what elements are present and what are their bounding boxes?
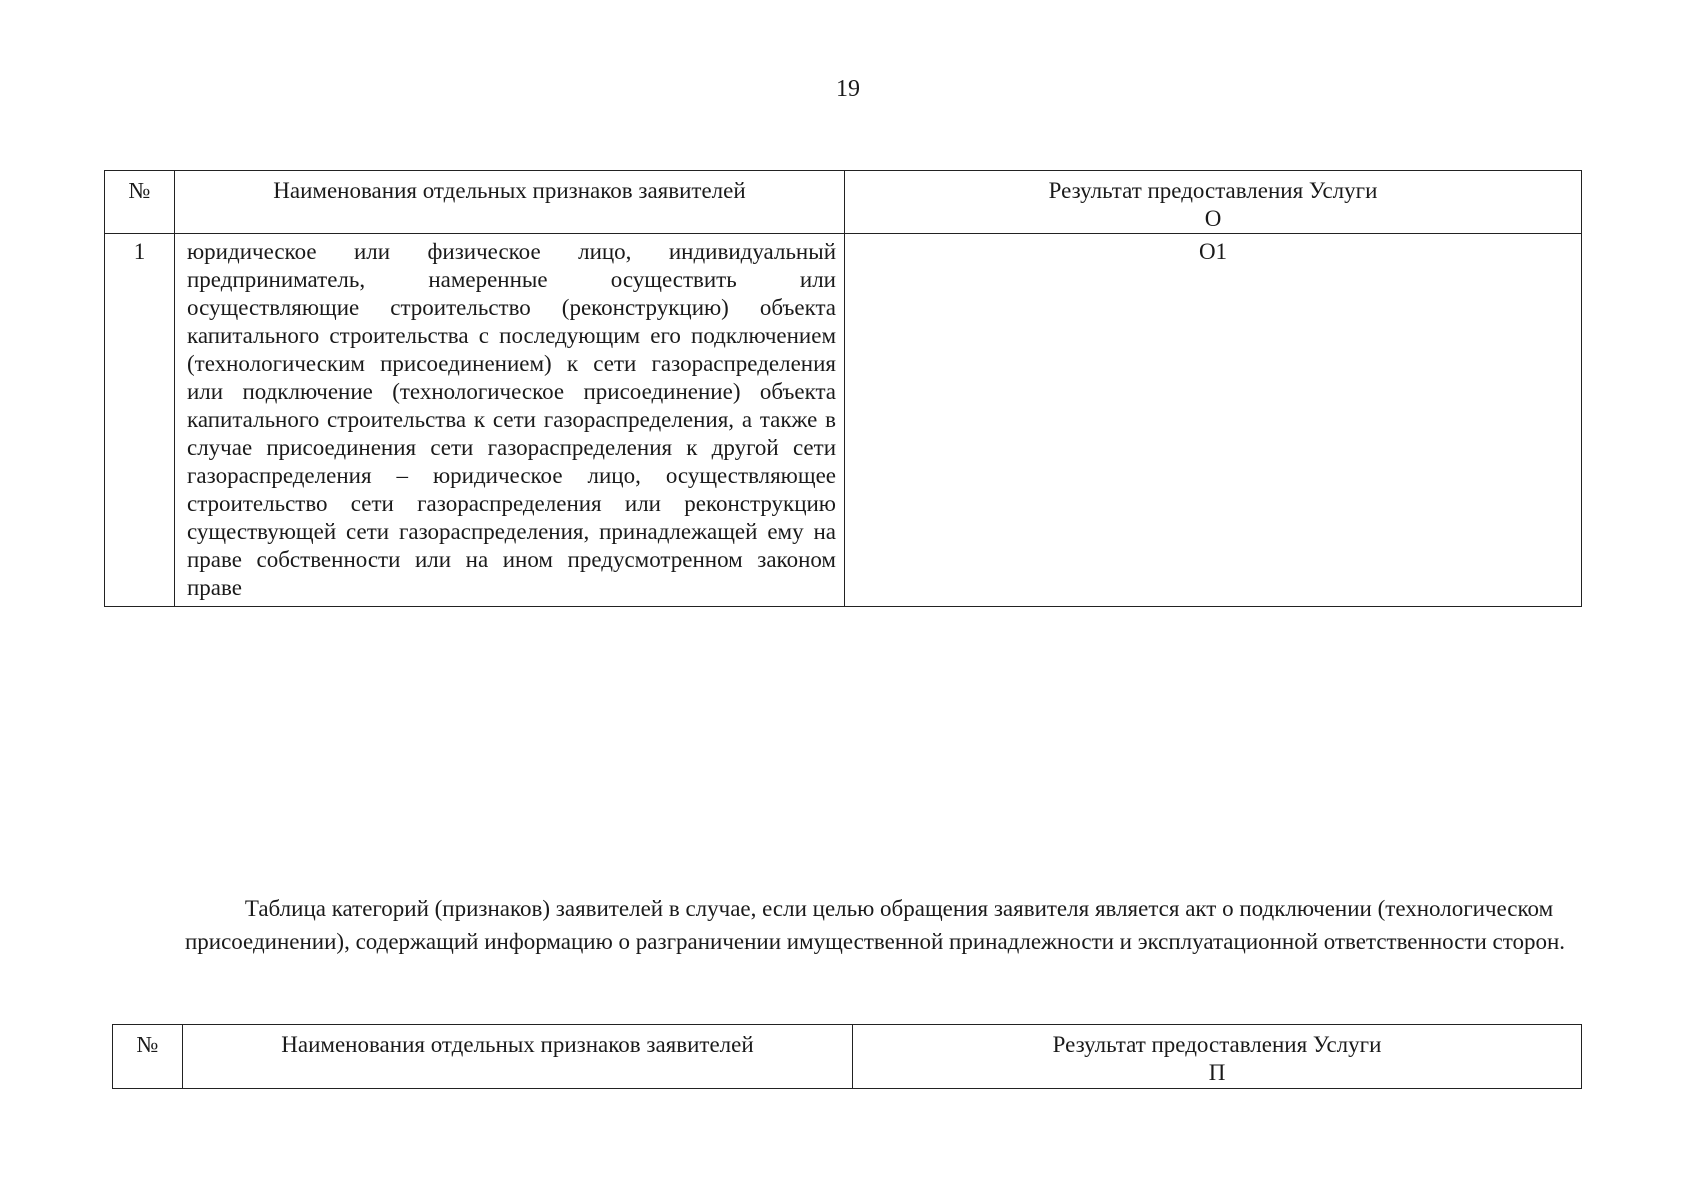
table-header-row (113, 1025, 1582, 1089)
result-label: Результат предоставления Услуги (1052, 1032, 1382, 1057)
column-header-result (845, 171, 1582, 234)
column-header-number: № (113, 1025, 183, 1089)
page-number: 19 (836, 76, 860, 102)
table-row (105, 234, 1582, 607)
column-header-number: № (105, 171, 175, 234)
result-code: П (1208, 1060, 1226, 1085)
row-number: 1 (105, 234, 175, 607)
result-label: Результат предоставления Услуги (1048, 178, 1378, 203)
row-features-text: юридическое или физическое лицо, индивидуальный предприниматель, намеренные осуществить или осуществляющие строительство (реконструкцию) объекта капитального строительства с последующим его подключением (технологическим присоединением) к сети газораспределения или подключение (технологическое присоединение) объекта капитального строительства к сети газораспределения, а также в случае присоединения сети газораспределения к другой сети газораспределения – юридическое лицо, осуществляющее строительство сети газораспределения или реконструкцию существующей сети газораспределения, принадлежащей ему на праве собственности или на ином предусмотренном законом праве (175, 234, 845, 607)
table-header-row (105, 171, 1582, 234)
column-header-result (853, 1025, 1582, 1089)
applicant-features-table-o (104, 170, 1582, 607)
table-caption: Таблица категорий (признаков) заявителей в случае, если целью обращения заявителя является акт о подключении (технологическом присоединении), содержащий информацию о разграничении имущественной принадлежности и эксплуатационной ответственности сторон. (184, 896, 1566, 954)
result-code: О (1204, 206, 1222, 231)
applicant-features-table-p (112, 1024, 1582, 1089)
column-header-features: Наименования отдельных признаков заявителей (183, 1025, 853, 1089)
column-header-features: Наименования отдельных признаков заявителей (175, 171, 845, 234)
row-result-code: О1 (845, 234, 1582, 607)
